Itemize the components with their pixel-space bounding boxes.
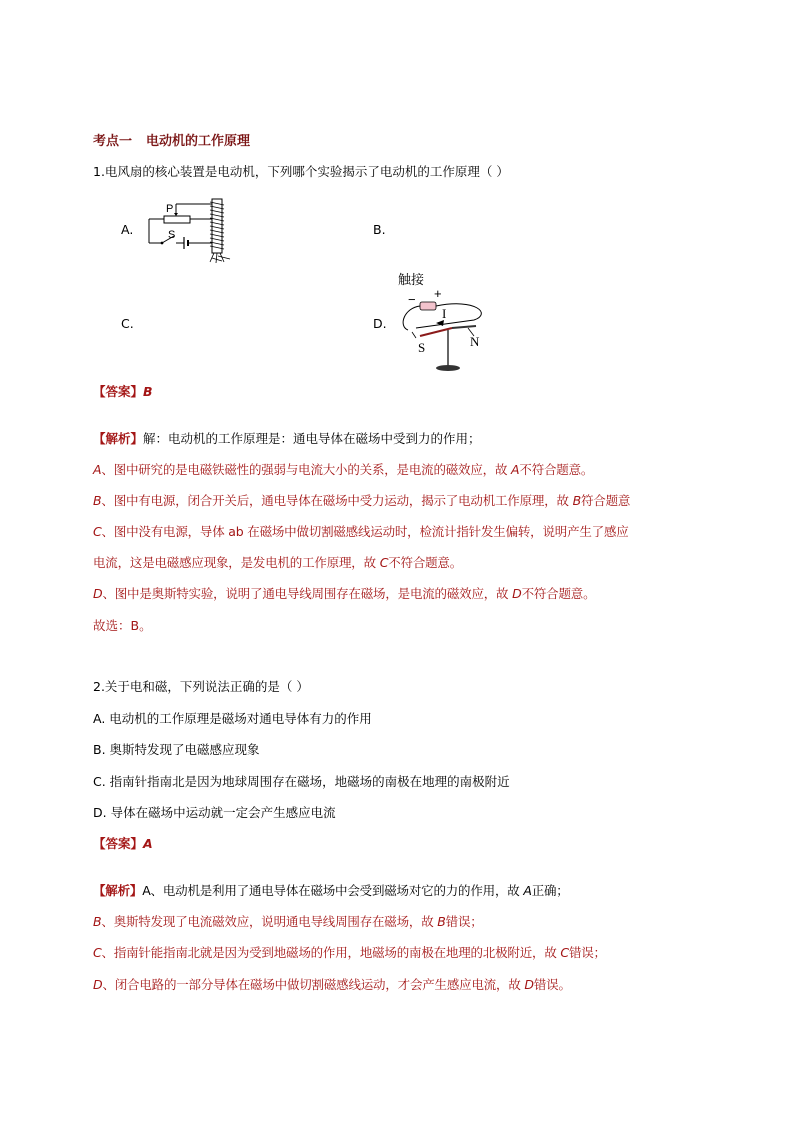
q2-stem: 2.关于电和磁，下列说法正确的是（ ）: [93, 679, 309, 694]
q1-answer-value: B: [143, 384, 153, 399]
q2-line-b-letter: B: [93, 914, 102, 929]
fig-a-label-p: P: [166, 203, 174, 215]
q2-line-b-letter2: B: [437, 914, 446, 929]
q1-answer-label: 【答案】: [93, 384, 144, 399]
q1-analysis-line-b: [93, 493, 630, 509]
q2-option-d: D. 导体在磁场中运动就一定会产生感应电流: [93, 805, 336, 820]
q1-option-c: C.: [121, 316, 134, 331]
q2-analysis-line-a: [93, 883, 569, 899]
q2-line-a-text: A、电动机是利用了通电导体在磁场中会受到磁场对它的力的作用，故: [142, 883, 524, 898]
q1-conclusion: 故选：B。: [93, 618, 152, 633]
q1-line-d-text: 、图中是奥斯特实验，说明了通电导线周围存在磁场，是电流的磁效应，故: [102, 586, 513, 601]
q2-line-a-letter2: A: [523, 883, 532, 898]
q1-line-b-letter2: B: [572, 493, 581, 508]
q1-line-a-letter2: A: [511, 462, 520, 477]
q2-line-b-tail: 错误；: [445, 914, 483, 929]
fig-d-label-south: S: [418, 340, 426, 355]
q1-analysis-line-c: [93, 524, 629, 540]
fig-d-label-plus: +: [434, 286, 442, 301]
fig-d-label-current: I: [442, 306, 447, 321]
q1-line-b-tail: 符合题意: [580, 493, 631, 508]
q2-line-b-text: 、奥斯特发现了电流磁效应，说明通电导线周围存在磁场，故: [101, 914, 438, 929]
fig-d-label-north: N: [470, 334, 480, 349]
q1-answer: [93, 384, 153, 400]
q1-line-c-letter: C: [93, 524, 102, 539]
q2-option-a: A. 电动机的工作原理是磁场对通电导体有力的作用: [93, 711, 372, 726]
q2-line-c-text: 、指南针能指南北就是因为受到地磁场的作用，地磁场的南极在地理的北极附近，故: [101, 945, 561, 960]
fig-d-label-minus: −: [408, 292, 416, 307]
q1-line-a-tail: 不符合题意。: [519, 462, 594, 477]
q1-analysis-intro-text: 解：电动机的工作原理是：通电导体在磁场中受到力的作用；: [143, 431, 481, 446]
q2-answer: [93, 836, 153, 852]
q1-figure-a-electromagnet: [144, 196, 239, 266]
q2-answer-value: A: [143, 836, 153, 851]
q1-line-a-text: 、图中研究的是电磁铁磁性的强弱与电流大小的关系，是电流的磁效应，故: [101, 462, 512, 477]
q1-line-c-cont-letter2: C: [379, 555, 389, 570]
q2-line-d-tail: 错误。: [533, 977, 571, 992]
q2-line-a-tail: 正确；: [531, 883, 569, 898]
q1-line-c-cont-tail: 不符合题意。: [388, 555, 463, 570]
q1-option-d: D.: [373, 316, 387, 331]
q2-analysis-line-d: [93, 977, 571, 993]
q2-analysis-line-b: [93, 914, 483, 930]
battery-icon: [420, 302, 436, 310]
q1-figure-d-oersted: [396, 270, 492, 376]
q1-option-a: A.: [121, 222, 134, 237]
q1-line-b-text: 、图中有电源，闭合开关后，通电导体在磁场中受力运动，揭示了电动机工作原理，故: [101, 493, 573, 508]
section-title: 考点一: [93, 134, 133, 149]
q1-line-b-letter: B: [93, 493, 102, 508]
q1-line-d-letter2: D: [512, 586, 522, 601]
section-subtitle: 电动机的工作原理: [146, 134, 251, 149]
q1-line-d-letter: D: [93, 586, 103, 601]
q1-analysis-intro: [93, 431, 481, 447]
q1-line-c-text: 、图中没有电源，导体 ab 在磁场中做切割磁感线运动时，检流计指针发生偏转，说明产生了感应: [101, 524, 629, 539]
q2-line-c-letter: C: [93, 945, 102, 960]
q2-line-c-tail: 错误；: [568, 945, 606, 960]
q2-answer-label: 【答案】: [93, 836, 144, 851]
q2-line-d-text: 、闭合电路的一部分导体在磁场中做切割磁感线运动，才会产生感应电流，故: [102, 977, 525, 992]
q2-option-b: B. 奥斯特发现了电磁感应现象: [93, 742, 260, 757]
q1-analysis-label: 【解析】: [93, 431, 144, 446]
q1-analysis-line-a: [93, 462, 593, 478]
q2-analysis-line-c: [93, 945, 606, 961]
fig-a-label-s: S: [168, 229, 176, 241]
fig-d-label-touch: 触接: [398, 273, 425, 288]
section-heading: [93, 134, 250, 150]
q2-analysis-label: 【解析】: [93, 883, 143, 898]
q2-line-d-letter2: D: [524, 977, 534, 992]
q1-option-b: B.: [373, 222, 386, 237]
q1-analysis-line-d: [93, 586, 595, 602]
q2-line-d-letter: D: [93, 977, 103, 992]
q1-line-a-letter: A: [93, 462, 102, 477]
q2-line-c-letter2: C: [560, 945, 569, 960]
q1-line-c-cont-text: 电流，这是电磁感应现象，是发电机的工作原理，故: [93, 555, 380, 570]
q1-stem: 1.电风扇的核心装置是电动机，下列哪个实验揭示了电动机的工作原理（ ）: [93, 164, 509, 179]
q1-line-d-tail: 不符合题意。: [521, 586, 596, 601]
q2-option-c: C. 指南针指南北是因为地球周围存在磁场，地磁场的南极在地理的南极附近: [93, 774, 510, 789]
q1-analysis-line-c-cont: [93, 555, 462, 571]
